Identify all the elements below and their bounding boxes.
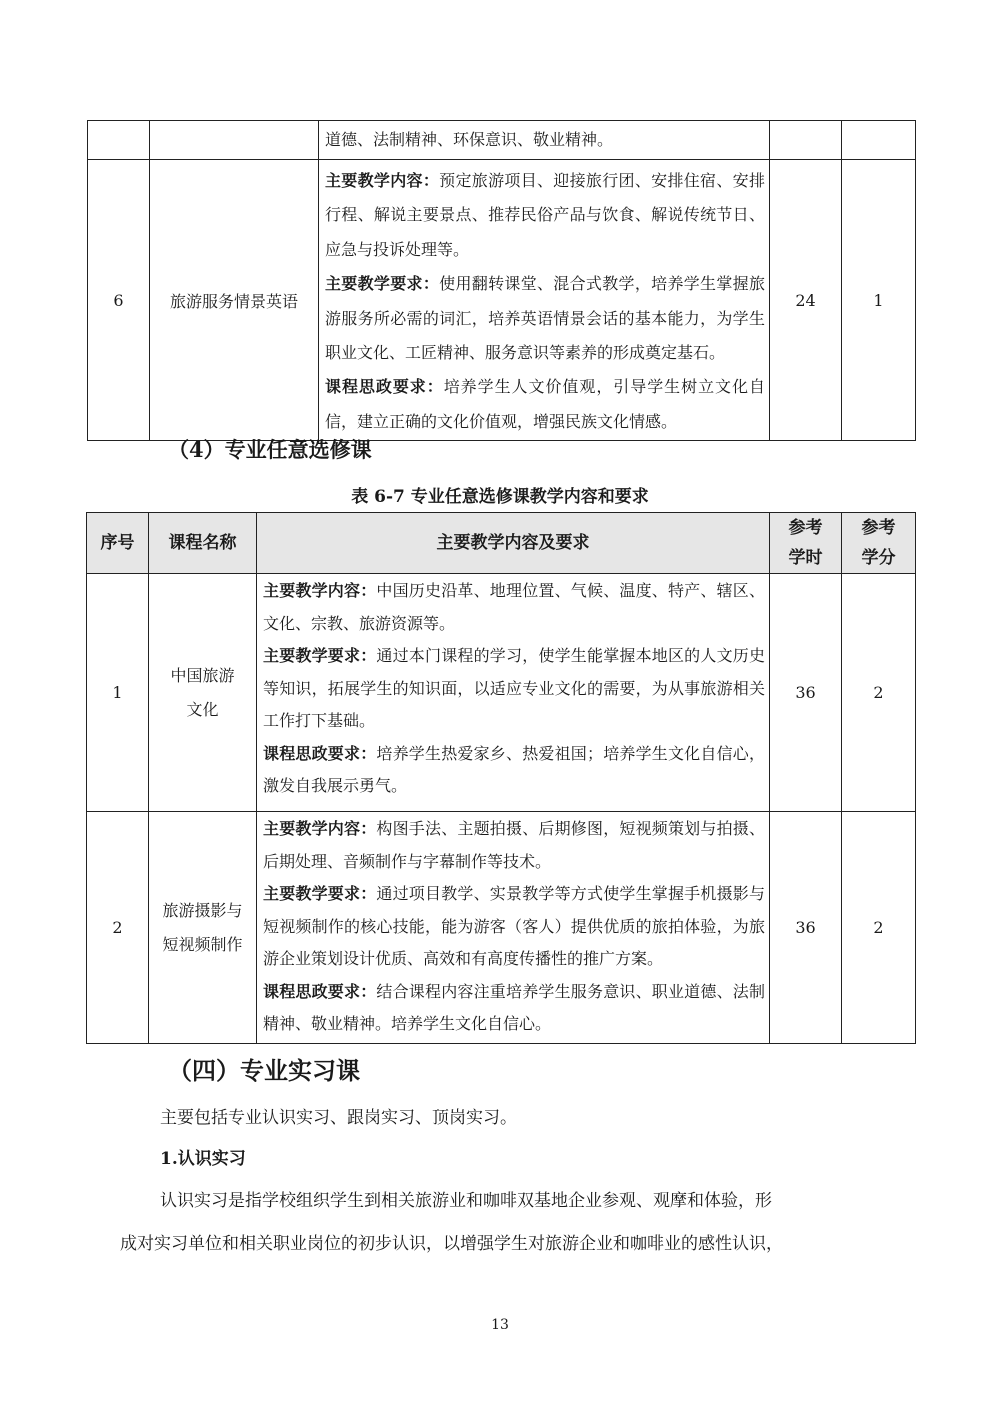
cell-course-name: 旅游服务情景英语	[150, 160, 319, 441]
content-text: 通过本门课程的学习，使学生能掌握本地区的人文历史等知识，拓展学生的知识面，以适应专业文化的需要，为从事旅游相关工作打下基础。	[263, 646, 765, 730]
content-label: 主要教学内容：	[263, 819, 377, 838]
content-ideology-requirement	[325, 370, 765, 439]
content-text: 预定旅游项目、迎接旅行团、安排住宿、安排行程、解说主要景点、推荐民俗产品与饮食、解说传统节日、应急与投诉处理等。	[325, 171, 765, 259]
content-label: 课程思政要求：	[263, 743, 377, 763]
header-no: 序号	[87, 513, 149, 574]
content-label: 主要教学要求：	[325, 274, 440, 294]
content-text: 使用翻转课堂、混合式教学，培养学生掌握旅游服务所必需的词汇，培养英语情景会话的基本能力，为学生职业文化、工匠精神、服务意识等素养的形成奠定基石。	[325, 274, 765, 363]
cell-course-name	[149, 812, 257, 1044]
section-heading-internship: （四）专业实习课	[168, 1056, 360, 1085]
cell-hours	[770, 121, 842, 160]
header-hours	[770, 513, 842, 574]
cell-no: 6	[88, 160, 150, 441]
table-row	[87, 812, 916, 1044]
content-text: 结合课程内容注重培养学生服务意识、职业道德、法制精神、敬业精神。培养学生文化自信心。	[263, 981, 765, 1033]
content-text: 培养学生人文价值观，引导学生树立文化自信，建立正确的文化价值观，增强民族文化情感。	[325, 377, 765, 431]
content-label: 主要教学要求：	[263, 884, 377, 903]
header-credits	[842, 513, 916, 574]
content-text: 道德、法制精神、环保意识、敬业精神。	[325, 130, 614, 149]
header-hours-line1: 参考	[788, 518, 823, 538]
cell-no	[88, 121, 150, 160]
table-caption: 表 6-7 专业任意选修课教学内容和要求	[351, 487, 649, 507]
cell-no: 2	[87, 812, 149, 1044]
course-name-line2: 文化	[186, 699, 219, 719]
content-label: 课程思政要求：	[263, 981, 377, 1001]
cell-no: 1	[87, 574, 149, 812]
content-teaching-content	[263, 575, 765, 640]
table-row	[88, 160, 916, 441]
content-text: 中国历史沿革、地理位置、气候、温度、特产、辖区、文化、宗教、旅游资源等。	[263, 581, 765, 633]
table-row	[88, 121, 916, 160]
cell-credits	[842, 121, 916, 160]
content-teaching-content	[263, 813, 765, 878]
table-row	[87, 574, 916, 812]
content-ideology-requirement	[263, 738, 765, 803]
header-content: 主要教学内容及要求	[257, 513, 770, 574]
cell-credits: 2	[842, 812, 916, 1044]
course-name-line2: 短视频制作	[162, 934, 243, 954]
cell-course-name	[149, 574, 257, 812]
cell-content	[319, 121, 770, 160]
content-label: 主要教学内容：	[263, 581, 377, 600]
content-text: 培养学生热爱家乡、热爱祖国；培养学生文化自信心，激发自我展示勇气。	[263, 743, 765, 795]
content-teaching-requirement	[263, 878, 765, 976]
content-label: 主要教学要求：	[263, 646, 377, 665]
content-text: 通过项目教学、实景教学等方式使学生掌握手机摄影与短视频制作的核心技能，能为游客（客人）提供优质的旅拍体验，为旅游企业策划设计优质、高效和有高度传播性的推广方案。	[263, 884, 765, 968]
content-ideology-requirement	[263, 976, 765, 1041]
content-teaching-content	[325, 164, 765, 267]
cell-hours: 36	[770, 574, 842, 812]
subheading-cognitive-internship: 1.认识实习	[160, 1149, 246, 1169]
header-credits-line1: 参考	[861, 518, 896, 538]
table-header-row	[87, 513, 916, 574]
table-continued	[87, 120, 916, 441]
paragraph-line: 认识实习是指学校组织学生到相关旅游业和咖啡双基地企业参观、观摩和体验，形	[160, 1191, 772, 1211]
course-name-line1: 旅游摄影与	[162, 900, 243, 920]
header-credits-line2: 学分	[861, 548, 896, 568]
course-name-line1: 中国旅游	[170, 665, 235, 685]
cell-hours: 36	[770, 812, 842, 1044]
paragraph-intro: 主要包括专业认识实习、跟岗实习、顶岗实习。	[160, 1108, 517, 1128]
cell-credits: 1	[842, 160, 916, 441]
header-hours-line2: 学时	[788, 548, 823, 568]
paragraph-line: 成对实习单位和相关职业岗位的初步认识，以增强学生对旅游企业和咖啡业的感性认识，	[120, 1234, 783, 1254]
content-teaching-requirement	[325, 267, 765, 370]
section-heading-electives: （4）专业任意选修课	[168, 437, 372, 462]
cell-content	[257, 574, 770, 812]
header-course-name: 课程名称	[149, 513, 257, 574]
page-number: 13	[491, 1317, 509, 1333]
content-teaching-requirement	[263, 640, 765, 738]
cell-content	[257, 812, 770, 1044]
table-6-7	[86, 512, 916, 1044]
content-label: 课程思政要求：	[325, 377, 444, 397]
content-label: 主要教学内容：	[325, 171, 440, 190]
cell-course-name	[150, 121, 319, 160]
cell-credits: 2	[842, 574, 916, 812]
cell-hours: 24	[770, 160, 842, 441]
content-text: 构图手法、主题拍摄、后期修图，短视频策划与拍摄、后期处理、音频制作与字幕制作等技术。	[263, 819, 765, 871]
cell-content	[319, 160, 770, 441]
